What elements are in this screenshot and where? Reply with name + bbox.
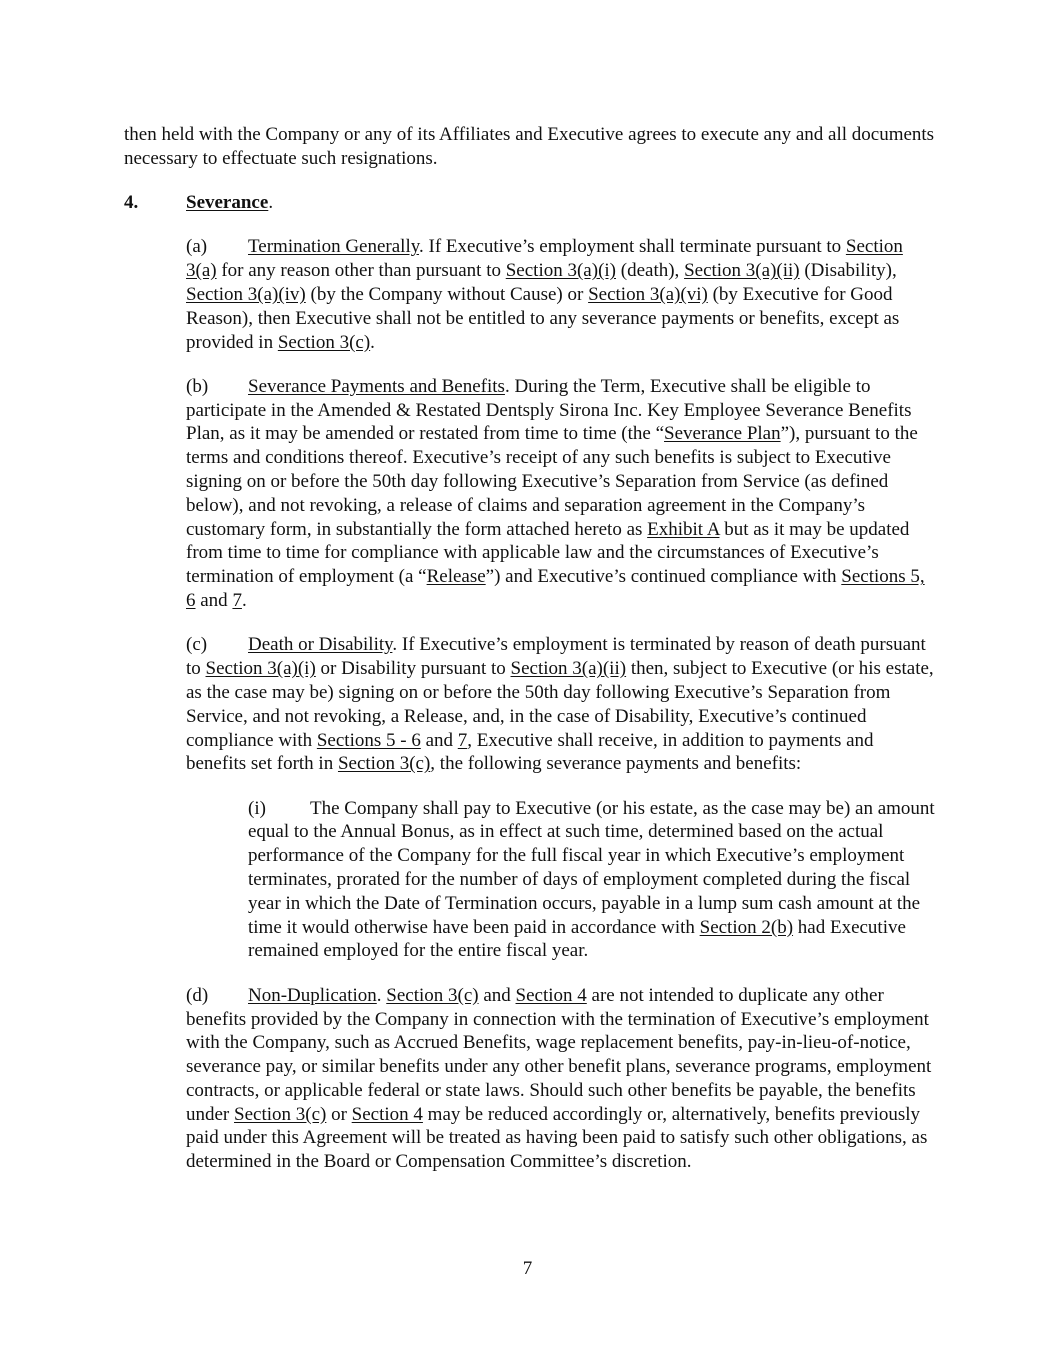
paragraph-heading: Termination Generally <box>248 236 420 258</box>
section-reference: Section 4 <box>515 984 587 1006</box>
section-heading: 4. Severance. <box>124 192 274 214</box>
section-reference: Section 3(a)(i) <box>205 658 316 680</box>
paragraph-label: (i) <box>248 797 266 819</box>
exhibit-reference: Exhibit A <box>647 518 720 540</box>
section-reference: Sections 5, 6 <box>186 566 925 612</box>
paragraph-label: (a) <box>186 236 208 258</box>
paragraph-heading: Non-Duplication <box>248 984 377 1006</box>
section-reference: Section 2(b) <box>699 916 794 938</box>
section-reference: Section 3(a)(i) <box>505 260 616 282</box>
section-reference: 7 <box>457 729 468 751</box>
continuation-text: then held with the Company or any of its Affiliates and Executive agrees to execute any and all documents necessary to effectuate such resignations. <box>124 124 935 169</box>
page-number: 7 <box>522 1258 533 1279</box>
paragraph-heading: Death or Disability <box>248 634 393 656</box>
section-reference: Section 3(c) <box>277 331 371 353</box>
section-reference: 7 <box>232 590 242 612</box>
section-reference: Section 3(a)(iv) <box>186 283 306 305</box>
section-reference: Section 4 <box>351 1103 423 1125</box>
defined-term: Release <box>426 566 486 588</box>
paragraph-label: (b) <box>186 375 209 397</box>
paragraph-heading: Severance Payments and Benefits <box>248 375 505 397</box>
section-number: 4. <box>124 192 139 214</box>
paragraph-c: (c) Death or Disability. If Executive’s employment is terminated by reason of death pursuant to Section 3(a)(i) or Disability pursuant to Section 3(a)(ii) then, subject to Executive (or his estate, as the case may be) signing on or before the 50th day following Executive’s Separation from Service, and not revoking, a Release, and, in the case of Disability, Executive’s continued compliance with Sections 5 - 6 and 7, Executive shall receive, in addition to payments and benefits set forth in Section 3(c), the following severance payments and benefits: <box>186 634 934 775</box>
section-title: Severance <box>186 192 269 214</box>
section-reference: Section 3(a)(ii) <box>684 260 800 282</box>
continuation-paragraph <box>124 123 935 171</box>
section-reference: Section 3(c) <box>337 753 431 775</box>
section-reference: Section 3(a) <box>186 236 903 282</box>
section-reference: Section 3(c) <box>234 1103 327 1125</box>
paragraph-b: (b) Severance Payments and Benefits. During the Term, Executive shall be eligible to participate in the Amended & Restated Dentsply Sirona Inc. Key Employee Severance Benefits Plan, as it may be amended or restated from time to time (the “Severance Plan”), pursuant to the terms and conditions thereof. Executive’s receipt of any such benefits is subject to Executive signing on or before the 50th day following Executive’s Separation from Service (as defined below), and not revoking, a release of claims and separation agreement in the Company’s customary form, in substantially the form attached hereto as Exhibit A but as it may be updated from time to time for compliance with applicable law and the circumstances of Executive’s termination of employment (a “Release”) and Executive’s continued compliance with Sections 5, 6 and 7. <box>186 375 925 612</box>
paragraph-c-i: (i) The Company shall pay to Executive (or his estate, as the case may be) an amount equal to the Annual Bonus, as in effect at such time, determined based on the actual performance of the Company for the full fiscal year in which Executive’s employment terminates, prorated for the number of days of employment completed during the fiscal year in which the Date of Termination occurs, payable in a lump sum cash amount at the time it would otherwise have been paid in accordance with Section 2(b) had Executive remained employed for the entire fiscal year. <box>248 797 935 962</box>
section-reference: Section 3(c) <box>386 984 479 1006</box>
section-reference: Sections 5 - 6 <box>316 729 421 751</box>
section-reference: Section 3(a)(vi) <box>588 283 708 305</box>
defined-term: Severance Plan <box>664 423 781 445</box>
section-reference: Section 3(a)(ii) <box>510 658 627 680</box>
paragraph-label: (d) <box>186 984 209 1006</box>
paragraph-a: (a) Termination Generally. If Executive’s employment shall terminate pursuant to Section 3(a) for any reason other than pursuant to Section 3(a)(i) (death), Section 3(a)(ii) (Disability), Section 3(a)(iv) (by the Company without Cause) or Section 3(a)(vi) (by Executive for Good Reason), then Executive shall not be entitled to any severance payments or benefits, except as provided in Section 3(c). <box>186 236 903 353</box>
paragraph-d: (d) Non-Duplication. Section 3(c) and Section 4 are not intended to duplicate any other benefits provided by the Company in connection with the termination of Executive’s employment with the Company, such as Accrued Benefits, wage replacement benefits, pay-in-lieu-of-notice, severance pay, or similar benefits under any other benefit plans, severance programs, employment contracts, or applicable federal or state laws. Should such other benefits be payable, the benefits under Section 3(c) or Section 4 may be reduced accordingly or, alternatively, benefits previously paid under this Agreement will be treated as having been paid to satisfy such other obligations, as determined in the Board or Compensation Committee’s discretion. <box>186 984 932 1173</box>
paragraph-label: (c) <box>186 634 208 656</box>
